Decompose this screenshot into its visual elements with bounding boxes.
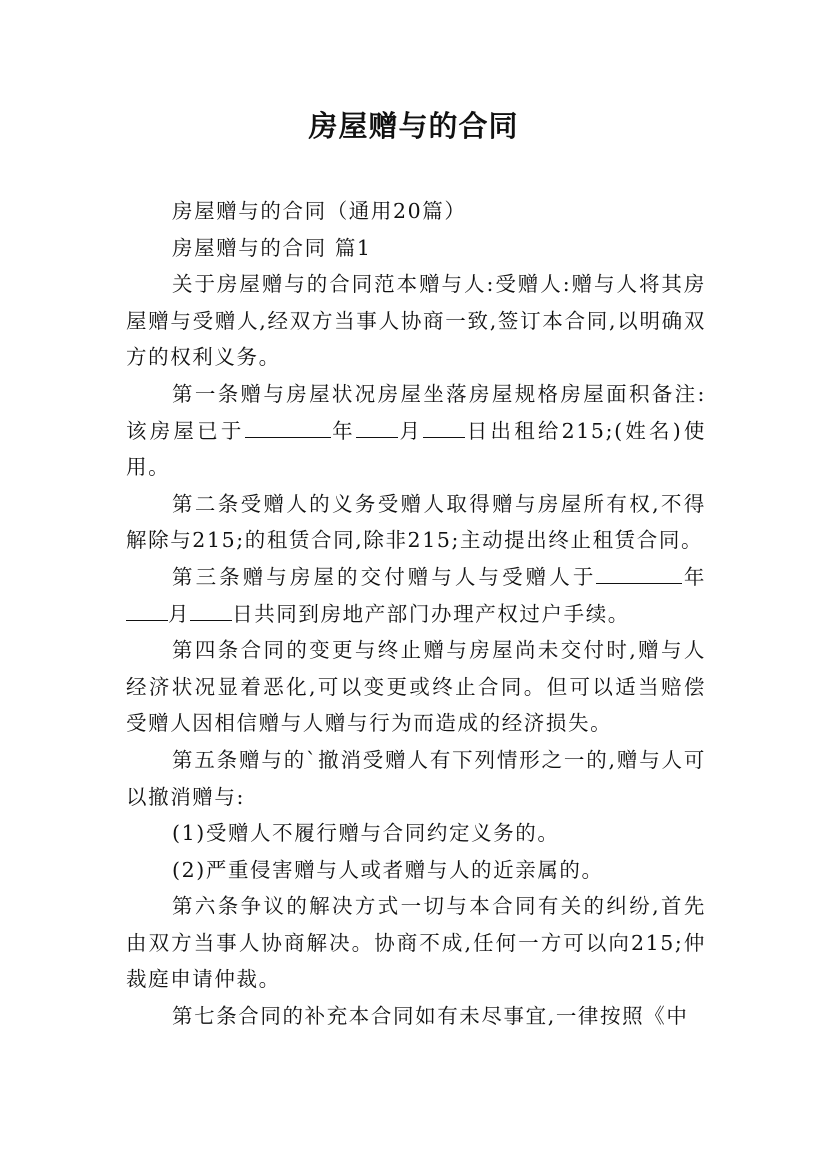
document-body — [126, 193, 706, 1035]
article-1-paragraph — [126, 376, 706, 486]
article-3-tail: 日共同到房地产部门办理产权过户手续。 — [232, 601, 630, 626]
fill-blank-day — [190, 598, 232, 621]
article-3-text: 第三条赠与房屋的交付赠与人与受赠人于 — [172, 564, 597, 589]
list-item: (2)严重侵害赠与人或者赠与人的近亲属的。 — [172, 857, 604, 882]
list-item: (1)受赠人不履行赠与合同约定义务的。 — [172, 821, 560, 846]
article-2-paragraph: 第二条受赠人的义务受赠人取得赠与房屋所有权,不得解除与215;的租赁合同,除非215;主动提出终止租赁合同。 — [126, 491, 706, 553]
article-1-tail: 日出租给215;(姓名)使用。 — [126, 418, 707, 480]
document-title: 房屋赠与的合同 — [308, 109, 519, 143]
article-4-paragraph: 第四条合同的变更与终止赠与房屋尚未交付时,赠与人经济状况显着恶化,可以变更或终止合同。但可以适当赔偿受赠人因相信赠与人赠与行为而造成的经济损失。 — [126, 638, 706, 736]
article-7-paragraph: 第七条合同的补充本合同如有未尽事宜,一律按照《中 — [172, 1004, 689, 1029]
year-label: 年 — [682, 564, 706, 589]
fill-blank-month — [356, 415, 398, 438]
fill-blank-day — [423, 415, 465, 438]
month-label: 月 — [397, 418, 424, 443]
article-1-text: 第一条赠与房屋状况房屋坐落房屋规格房屋面积备注:该房屋已于 — [126, 381, 706, 443]
fill-blank-year — [596, 561, 682, 584]
subtitle-paragraph: 房屋赠与的合同（通用20篇） — [172, 199, 467, 223]
section-heading: 房屋赠与的合同 篇1 — [172, 235, 372, 260]
fill-blank-month — [126, 598, 168, 621]
month-label: 月 — [168, 601, 191, 626]
intro-paragraph: 关于房屋赠与的合同范本赠与人:受赠人:赠与人将其房屋赠与受赠人,经双方当事人协商一致,签订本合同,以明确双方的权利义务。 — [126, 272, 706, 370]
fill-blank-year — [245, 415, 331, 438]
article-6-paragraph: 第六条争议的解决方式一切与本合同有关的纠纷,首先由双方当事人协商解决。协商不成,任何一方可以向215;仲裁庭申请仲裁。 — [126, 894, 706, 992]
article-5-paragraph: 第五条赠与的`撤消受赠人有下列情形之一的,赠与人可以撤消赠与: — [126, 747, 706, 809]
article-3-paragraph — [126, 559, 706, 632]
year-label: 年 — [330, 418, 356, 443]
